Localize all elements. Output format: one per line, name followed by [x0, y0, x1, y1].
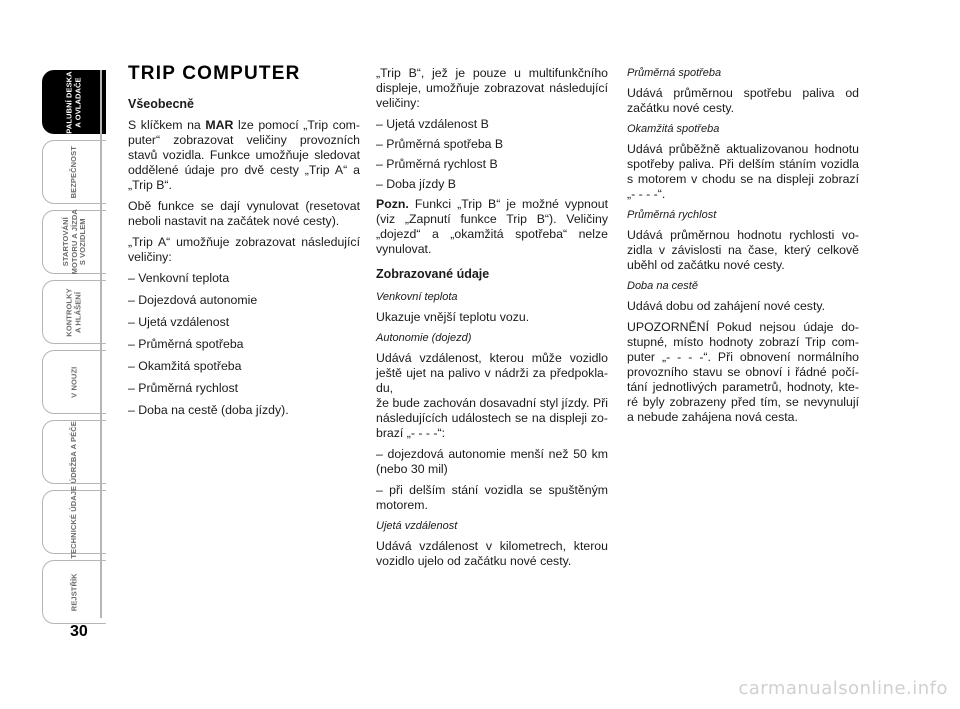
paragraph: Udává průběžně aktualizovanou hodnotu spotřeby paliva. Při delším stáním vozidla s motorem v chodu se na displeji zobrazí „- - - -“.	[627, 142, 859, 201]
list-item: – Venkovní teplota	[128, 271, 230, 285]
paragraph-trip-b: „Trip B“, jež je pouze u multifunkčního displeje, umožňuje zobrazovat následující veličiny:	[376, 66, 608, 110]
bullet: – dojezdová autonomie menší než 50 km (nebo 30 mil)	[376, 447, 608, 476]
subheading: Průměrná rychlost	[627, 209, 717, 221]
subheading: Průměrná spotřeba	[627, 67, 722, 79]
paragraph: Udává vzdálenost, kterou může vozidlo ještě ujet na palivo v nádrži za předpokla-du,	[376, 351, 608, 395]
paragraph: Udává vzdálenost v kilometrech, kterou vozidlo ujelo od začátku nové cesty.	[376, 539, 608, 568]
note-label: Pozn.	[376, 197, 409, 211]
list-item: – Ujetá vzdálenost	[128, 315, 230, 329]
subheading: Autonomie (dojezd)	[376, 332, 472, 344]
paragraph-reset: Obě funkce se dají vynulovat (resetovat neboli nastavit na začátek nové cesty).	[128, 199, 360, 228]
paragraph-note	[376, 197, 608, 257]
paragraph: Udává průměrnou spotřebu paliva od začátku nové cesty.	[627, 86, 859, 115]
tab-divider	[100, 70, 102, 618]
list-item: – Dojezdová autonomie	[128, 293, 258, 307]
paragraph: Udává dobu od zahájení nové cesty.	[627, 299, 826, 313]
text: S klíčkem na	[128, 118, 206, 132]
subheading: Doba na cestě	[627, 280, 698, 292]
page-title: TRIP COMPUTER	[128, 63, 301, 84]
list-item: – Okamžitá spotřeba	[128, 359, 242, 373]
subheading: Okamžitá spotřeba	[627, 123, 720, 135]
tab-startovani[interactable]	[42, 210, 106, 274]
section-heading: Zobrazované údaje	[376, 267, 490, 281]
tab-label: V NOUZI	[69, 366, 79, 398]
tab-palubni-deska[interactable]	[42, 70, 106, 134]
tab-label: TECHNICKÉ ÚDAJE	[69, 485, 79, 559]
tab-label: ÚDRŽBA A PÉČE	[69, 420, 79, 484]
paragraph: Udává průměrnou hodnotu rychlosti vo-zidla v závislosti na čase, který celkově uběhl od začátku nové cesty.	[627, 228, 859, 272]
list-item: – Doba jízdy B	[376, 177, 456, 191]
subheading: Venkovní teplota	[376, 291, 458, 303]
column-3	[627, 66, 859, 431]
paragraph: že bude zachován dosavadní styl jízdy. Při následujících událostech se na displeji zo-brazí „- - - -“:	[376, 396, 608, 440]
key-position: MAR	[205, 118, 234, 132]
tab-bezpecnost[interactable]	[42, 140, 106, 204]
subheading: Ujetá vzdálenost	[376, 520, 458, 532]
list-item: – Ujetá vzdálenost B	[376, 117, 489, 131]
tab-label: PALUBNÍ DESKA A OVLADAČE	[64, 70, 83, 134]
paragraph-trip-a: „Trip A“ umožňuje zobrazovat následující veličiny:	[128, 235, 360, 264]
list-item: – Průměrná spotřeba	[128, 337, 244, 351]
paragraph-intro	[128, 118, 360, 193]
page-number: 30	[70, 623, 88, 640]
list-item: – Průměrná rychlost B	[376, 157, 498, 171]
paragraph-warning: UPOZORNĚNÍ Pokud nejsou údaje do-stupné, místo hodnoty zobrazí Trip com-puter „- - - -“. Při obnovení normálního provozního stavu se obnoví i řádné počí-tání jednotlivých parametrů, hodnoty, kte-ré byly zobrazeny před tím, se nevynulují a nebude zahájena nová cesta.	[627, 320, 859, 424]
list-item: – Průměrná spotřeba B	[376, 137, 504, 151]
paragraph: Ukazuje vnější teplotu vozu.	[376, 310, 530, 324]
tab-label: BEZPEČNOST	[69, 145, 79, 199]
tab-udrzba[interactable]	[42, 420, 106, 484]
section-tabs	[42, 70, 106, 618]
tab-rejstrik[interactable]	[42, 560, 106, 624]
tab-kontrolky[interactable]	[42, 280, 106, 344]
tab-label: KONTROLKY A HLÁŠENÍ	[65, 287, 83, 337]
tab-label: REJSTŘÍK	[69, 573, 79, 611]
list-item: – Doba na cestě (doba jízdy).	[128, 403, 289, 417]
tab-technicke-udaje[interactable]	[42, 485, 106, 559]
section-heading: Všeobecně	[128, 97, 195, 111]
text: lze pomocí „Trip com-puter“ zobrazovat veličiny provozních stavů vozidla. Funkce umožňuje sledovat oddělené údaje pro dvě cesty „Trip A“ a „Trip B“.	[128, 118, 360, 192]
column-2	[376, 66, 608, 575]
tab-label: STARTOVÁNÍ MOTORU A JÍZDA S VOZIDLEM	[60, 209, 87, 275]
tab-v-nouzi[interactable]	[42, 350, 106, 414]
column-1	[128, 63, 360, 425]
list-item: – Průměrná rychlost	[128, 381, 239, 395]
text: Funkci „Trip B“ je možné vypnout (viz „Zapnutí funkce Trip B“). Veličiny „dojezd“ a „okamžitá spotřeba“ nelze vynulovat.	[376, 197, 608, 256]
bullet: – při delším stání vozidla se spuštěným motorem.	[376, 483, 608, 512]
watermark: carmanualsonline.info	[738, 678, 948, 699]
